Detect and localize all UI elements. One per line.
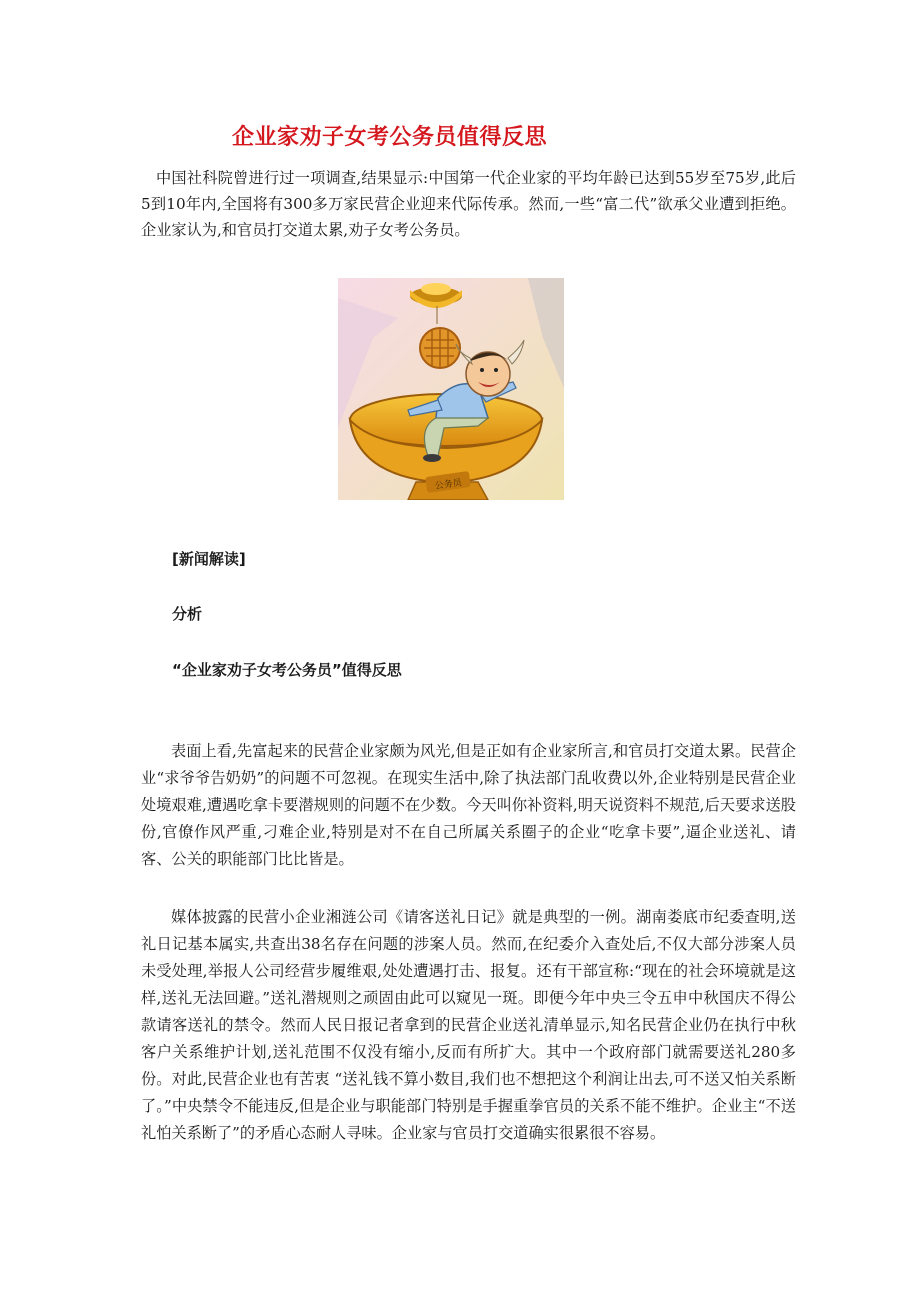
analysis-subtitle: “企业家劝子女考公务员”值得反思 (172, 661, 402, 679)
section-label: [新闻解读] (172, 550, 246, 568)
cartoon-illustration (338, 278, 564, 500)
body-paragraph-1: 表面上看,先富起来的民营企业家颇为风光,但是正如有企业家所言,和官员打交道太累。民营企业“求爷爷告奶奶”的问题不可忽视。在现实生活中,除了执法部门乱收费以外,企业特别是民营企业处境艰难,遭遇吃拿卡要潜规则的问题不在少数。今天叫你补资料,明天说资料不规范,后天要求送股份,官僚作风严重,刁难企业,特别是对不在自己所属关系圈子的企业“吃拿卡要”,逼企业送礼、请客、公关的职能部门比比皆是。 (141, 742, 796, 868)
analysis-heading: 分析 (172, 605, 203, 623)
waffle-coin-icon (420, 328, 460, 368)
bowl-label: 公务员 (434, 478, 463, 492)
body-paragraph-2: 媒体披露的民营小企业湘涟公司《请客送礼日记》就是典型的一例。湖南娄底市纪委查明,送礼日记基本属实,共查出38名存在问题的涉案人员。然而,在纪委介入查处后,不仅大部分涉案人员未受处理,举报人公司经营步履维艰,处处遭遇打击、报复。还有干部宣称:“现在的社会环境就是这样,送礼无法回避。”送礼潜规则之顽固由此可以窥见一斑。即便今年中央三令五申中秋国庆不得公款请客送礼的禁令。然而人民日报记者拿到的民营企业送礼清单显示,知名民营企业仍在执行中秋客户关系维护计划,送礼范围不仅没有缩小,反而有所扩大。其中一个政府部门就需要送礼280多份。对此,民营企业也有苦衷 “送礼钱不算小数目,我们也不想把这个利润让出去,可不送又怕关系断了。”中央禁令不能违反,但是企业与职能部门特别是手握重拳官员的关系不能不维护。企业主“不送礼怕关系断了”的矛盾心态耐人寻味。企业家与官员打交道确实很累很不容易。 (141, 908, 796, 1142)
article-title: 企业家劝子女考公务员值得反思 (232, 125, 548, 150)
intro-paragraph: 中国社科院曾进行过一项调查,结果显示:中国第一代企业家的平均年龄已达到55岁至75岁,此后5到10年内,全国将有300多万家民营企业迎来代际传承。然而,一些“富二代”欲承父业遭到拒绝。企业家认为,和官员打交道太累,劝子女考公务员。 (141, 169, 796, 239)
